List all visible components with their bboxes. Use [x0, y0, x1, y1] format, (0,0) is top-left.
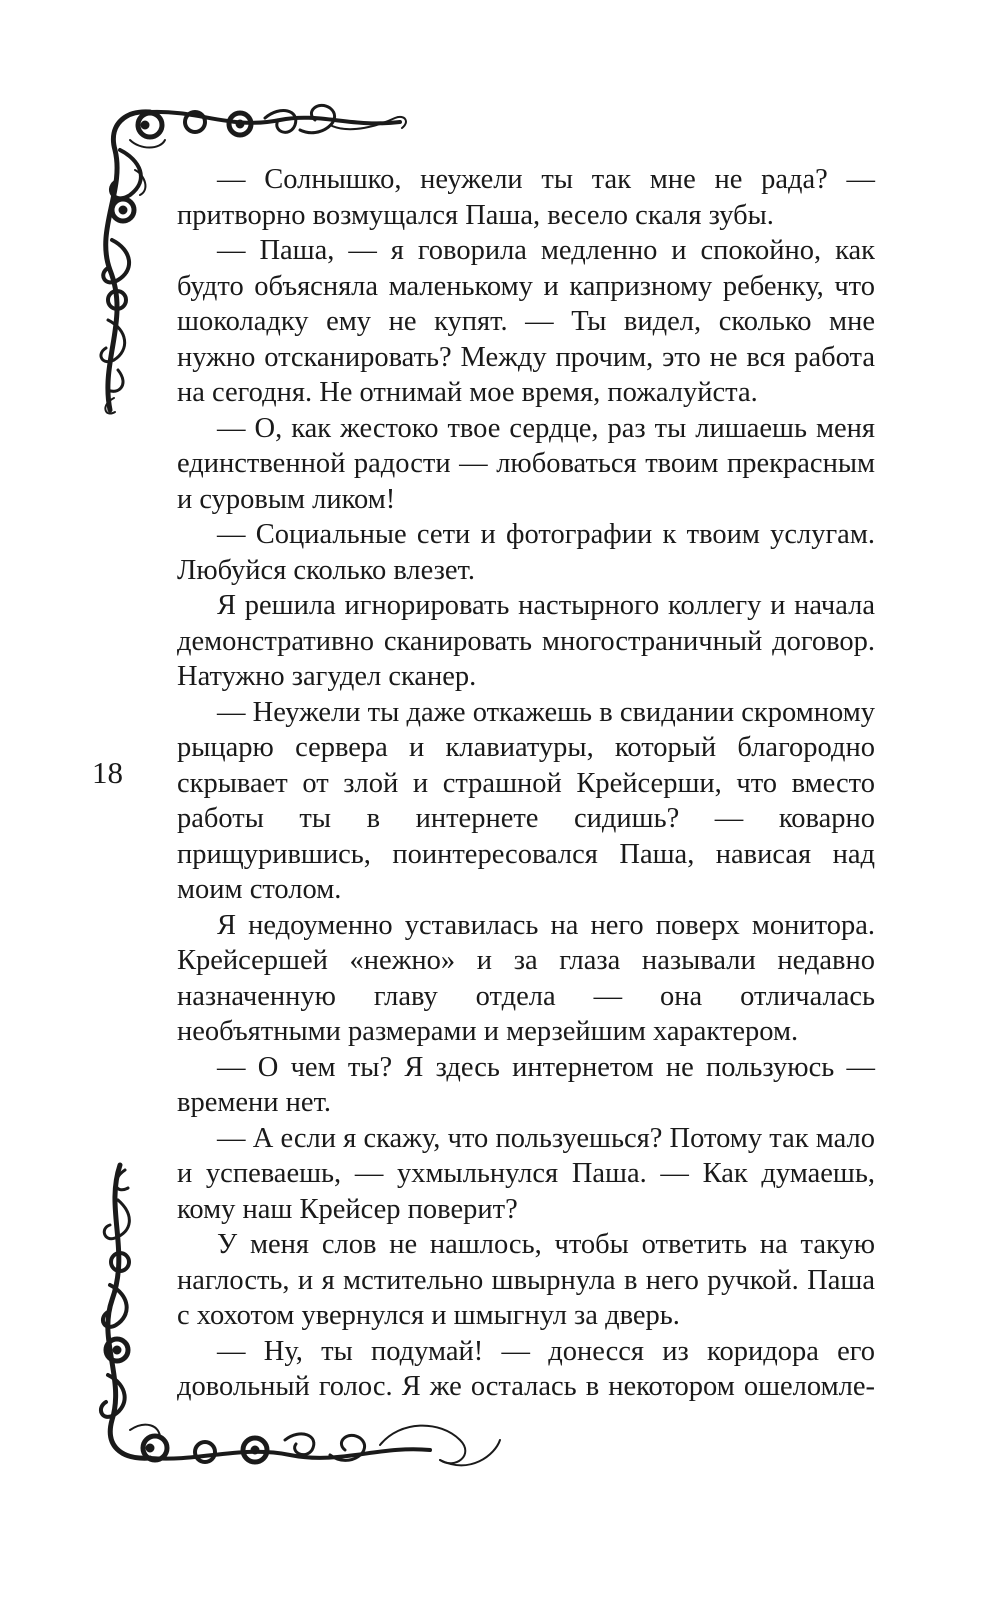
paragraph: — Социальные сети и фотографии к твоим услугам. Любуйся сколько влезет. [177, 519, 875, 586]
page-number: 18 [92, 755, 123, 790]
paragraph: У меня слов не нашлось, чтобы ответить на такую наглость, и я мстительно швырнула в него ручкой. Паша с хохотом увернулся и шмыгнул за дверь. [177, 1229, 875, 1331]
paragraph: — А если я скажу, что пользуешься? Потому так мало и успеваешь, — ухмыльнулся Паша. — Как думаешь, кому наш Крейсер поверит? [177, 1122, 875, 1225]
body-text [177, 162, 875, 1405]
paragraph: — Ну, ты подумай! — донесся из коридора его довольный голос. Я же осталась в некотором ошеломле- [177, 1335, 875, 1402]
paragraph: — Паша, — я говорила медленно и спокойно, как будто объясняла маленькому и капризному ребенку, что шоколадку ему не купят. — Ты видел, сколько мне нужно отсканировать? Между прочим, это не вся работа на сегодня. Не отнимай мое время, пожалуйста. [177, 235, 875, 408]
paragraph: — Солнышко, неужели ты так мне не рада? — притворно возмущался Паша, весело скаля зубы. [177, 164, 875, 231]
paragraph: Я недоуменно уставилась на него поверх монитора. Крейсершей «нежно» и за глаза называли недавно назначенную главу отдела — она отличалась необъятными размерами и мерзейшим характером. [177, 909, 875, 1047]
paragraph: — О, как жестоко твое сердце, раз ты лишаешь меня единственной радости — любоваться твоим прекрасным и суровым ликом! [177, 412, 875, 515]
paragraph: Я решила игнорировать настырного коллегу и начала демонстративно сканировать многостраничный договор. Натужно загудел сканер. [177, 590, 875, 692]
paragraph: — Неужели ты даже откажешь в свидании скромному рыцарю сервера и клавиатуры, который благородно скрывает от злой и страшной Крейсерши, что вместо работы ты в интернете сидишь? — коварно прищурившись, поинтересовался Паша, нависая над моим столом. [177, 696, 875, 905]
paragraph: — О чем ты? Я здесь интернетом не пользуюсь — времени нет. [177, 1051, 875, 1118]
